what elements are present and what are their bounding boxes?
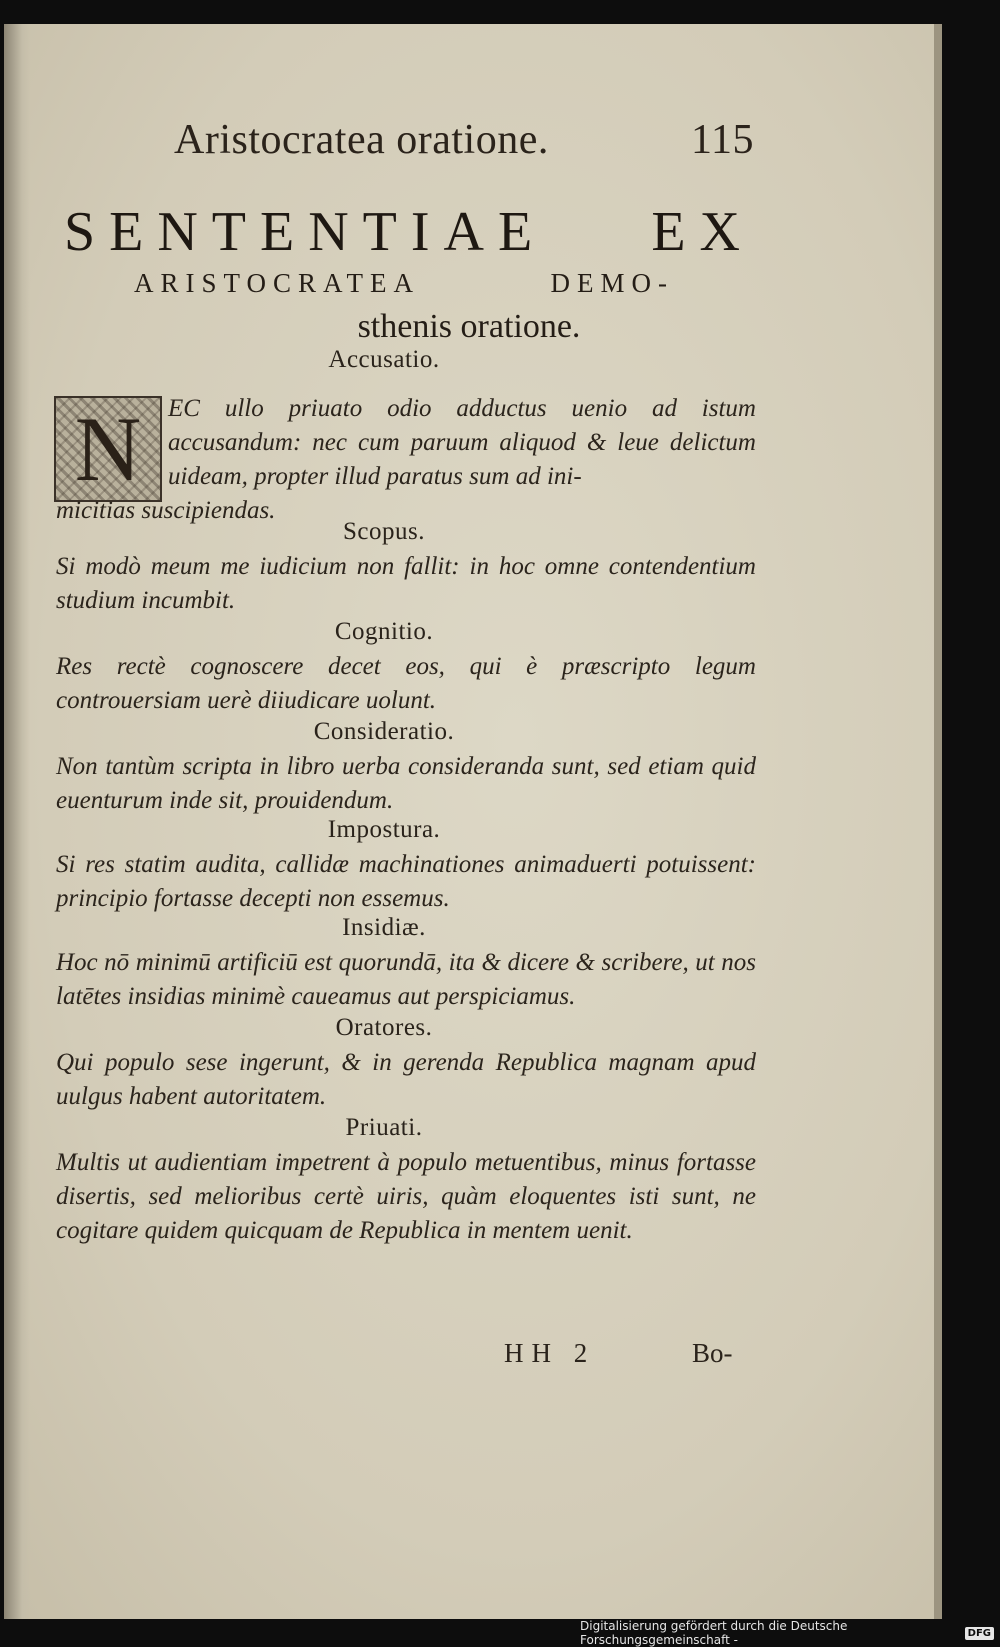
page-number: 115 <box>691 117 754 163</box>
section-heading: Oratores. <box>335 1014 433 1041</box>
title-word: SENTENTIAE <box>64 201 547 263</box>
main-title-line-2 <box>134 268 674 299</box>
section-text <box>56 750 756 818</box>
section-paragraph: Si modò meum me iudicium non fallit: in hoc omne contendentium studium incumbit. <box>56 553 756 614</box>
initial-letter: N <box>74 398 142 500</box>
section-paragraph: Res rectè cognoscere decet eos, qui è præscripto legum controuersiam uerè diiudicare uolunt. <box>56 653 756 714</box>
title-word: DEMO- <box>550 268 674 298</box>
digitization-footer <box>580 1620 1000 1646</box>
section-text <box>56 1146 756 1248</box>
title-word: EX <box>651 201 754 263</box>
running-head <box>174 116 754 176</box>
section-text <box>56 848 756 916</box>
section-text <box>56 1046 756 1114</box>
section-text <box>56 550 756 618</box>
footer-text: Digitalisierung gefördert durch die Deutsche Forschungsgemeinschaft - <box>580 1619 848 1647</box>
main-title-line-1 <box>64 200 754 264</box>
signature-mark: HH 2 <box>504 1338 596 1368</box>
section-text <box>56 946 756 1014</box>
section-paragraph: Multis ut audientiam impetrent à populo metuentibus, minus fortasse disertis, sed melioribus certè uiris, quàm eloquentes isti sunt, ne cogitare quidem quicquam de Republica in mentem uenit. <box>56 1149 756 1244</box>
section-text-first: EC ullo priuato odio adductus uenio ad istum accusandum: nec cum paruum aliquod & leue delictum uideam, propter illud paratus sum ad ini- <box>168 395 756 490</box>
section-heading: Consideratio. <box>313 718 455 745</box>
section-heading: Priuati. <box>345 1114 423 1141</box>
section-heading: Scopus. <box>343 518 425 545</box>
section-paragraph: Si res statim audita, callidæ machinationes animaduerti potuissent: principio fortasse decepti non essemus. <box>56 851 756 912</box>
catchword: Bo- <box>692 1338 733 1368</box>
section-paragraph: Hoc nō minimū artificiū est quorundā, ita & dicere & scribere, ut nos latētes insidias minimè caueamus aut perspiciamus. <box>56 949 756 1010</box>
decorated-initial <box>54 396 162 502</box>
section-heading: Insidiæ. <box>342 914 426 941</box>
section-paragraph: Non tantùm scripta in libro uerba consideranda sunt, sed etiam quid euenturum inde sit, prouidendum. <box>56 753 756 814</box>
section-text <box>56 650 756 718</box>
section-text <box>168 392 756 494</box>
book-page <box>4 24 942 1619</box>
dfg-logo: DFG <box>965 1627 994 1640</box>
section-text-rest: micitias suscipiendas. <box>56 497 276 524</box>
title-word: ARISTOCRATEA <box>134 268 421 298</box>
section-heading: Accusatio. <box>328 346 440 373</box>
main-title-line-3: sthenis oratione. <box>357 308 581 345</box>
section-heading: Impostura. <box>327 816 441 843</box>
section-paragraph: Qui populo sese ingerunt, & in gerenda Republica magnam apud uulgus habent autoritatem. <box>56 1049 756 1110</box>
section-heading: Cognitio. <box>334 618 434 645</box>
running-head-title: Aristocratea oratione. <box>174 117 549 163</box>
